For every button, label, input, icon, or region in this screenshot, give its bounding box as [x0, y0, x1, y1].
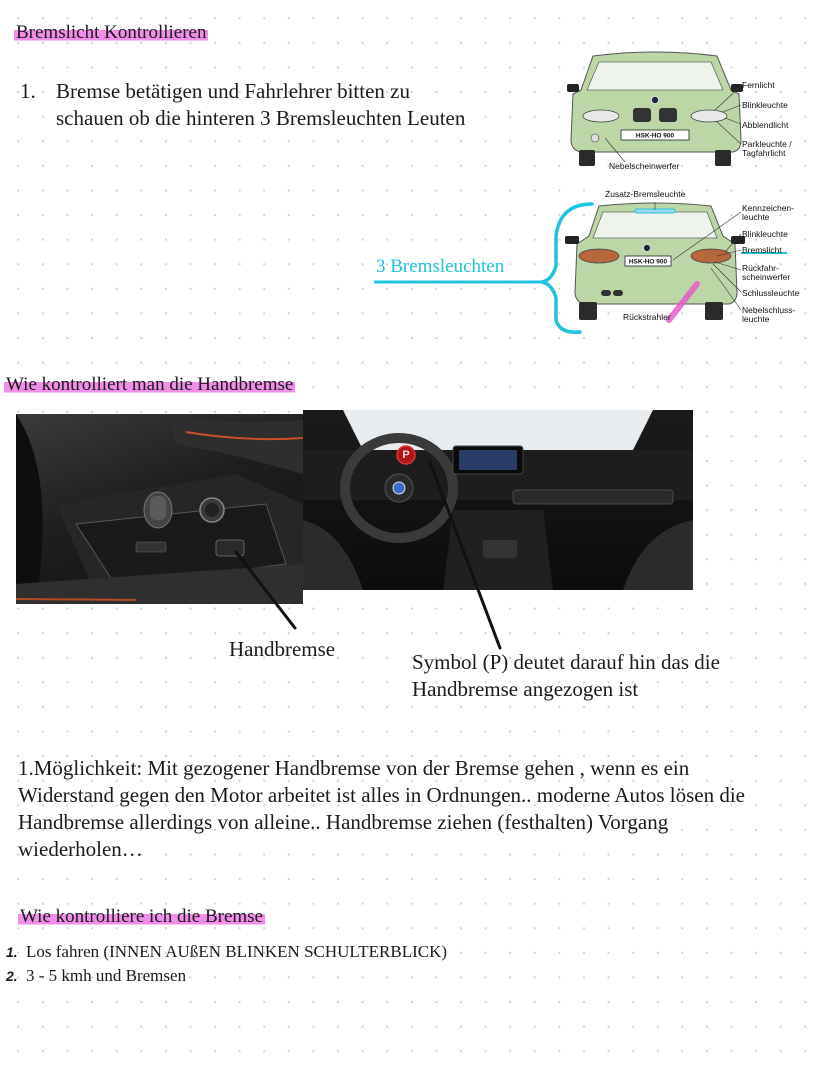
heading-bremse-kontrollieren: Wie kontrolliere ich die Bremse [20, 906, 263, 927]
label-rueckstrahler: Rückstrahler [623, 312, 671, 322]
step-number-1: 1. [20, 79, 36, 103]
pointer-symbol [430, 462, 500, 648]
label-fernlicht: Fernlicht [742, 80, 775, 90]
label-blinkleuchte-rear: Blinkleuchte [742, 229, 788, 239]
label-parkleuchte: Parkleuchte / [742, 139, 792, 149]
label-kennzeichen-leuchte: leuchte [742, 212, 770, 222]
step-text-brake-light: Bremse betätigen und Fahrlehrer bitten zu schauen ob die hinteren 3 Bremsleuchten Leuten [56, 79, 466, 130]
label-nebelschluss: Nebelschluss- [742, 305, 796, 315]
list-marker-2: 2. [6, 968, 18, 984]
label-abblendlicht: Abblendlicht [742, 120, 789, 130]
label-symbol-p: Symbol (P) deutet darauf hin das die Handbremse angezogen ist [412, 650, 720, 701]
label-zusatz-bremsleuchte: Zusatz-Bremsleuchte [605, 189, 686, 199]
label-kennzeichen: Kennzeichen- [742, 203, 794, 213]
label-rueckfahr-scheinwerfer: scheinwerfer [742, 272, 791, 282]
label-nebelschluss-leuchte: leuchte [742, 314, 770, 324]
list-marker-1: 1. [6, 944, 18, 960]
heading-handbremse: Wie kontrolliert man die Handbremse [6, 374, 294, 395]
brake-check-list [6, 941, 447, 989]
car-front-plate: HSK-HO 900 [635, 132, 675, 140]
label-rueckfahr: Rückfahr- [742, 263, 779, 273]
list-text-2: 3 - 5 kmh und Bremsen [26, 966, 187, 985]
heading-bremslicht: Bremslicht Kontrollieren [16, 22, 207, 43]
label-bremslicht: Bremslicht [742, 245, 782, 255]
list-item [6, 941, 447, 965]
label-tagfahrlicht: Tagfahrlicht [742, 148, 786, 158]
car-rear-plate: HSK-HO 900 [628, 258, 668, 266]
pointer-handbrake [236, 552, 295, 628]
label-handbremse: Handbremse [229, 637, 336, 661]
parking-brake-symbol: P [402, 449, 410, 461]
annotation-3-bremsleuchten: 3 Bremsleuchten [376, 256, 505, 277]
list-item [6, 965, 447, 989]
label-blinkleuchte-front: Blinkleuchte [742, 100, 788, 110]
text-moeglichkeit: 1.Möglichkeit: Mit gezogener Handbremse von der Bremse gehen , wenn es ein Widerstand gegen den Motor arbeitet ist alles in Ordnungen.. moderne Autos lösen die Handbremse allerdings von alleine.. Handbremse ziehen (festhalten) Vorgang wiederholen… [18, 756, 745, 861]
label-schlussleuchte: Schlussleuchte [742, 288, 800, 298]
label-nebelscheinwerfer: Nebelscheinwerfer [609, 161, 680, 171]
list-text-1: Los fahren (INNEN AUßEN BLINKEN SCHULTERBLICK) [26, 942, 448, 961]
